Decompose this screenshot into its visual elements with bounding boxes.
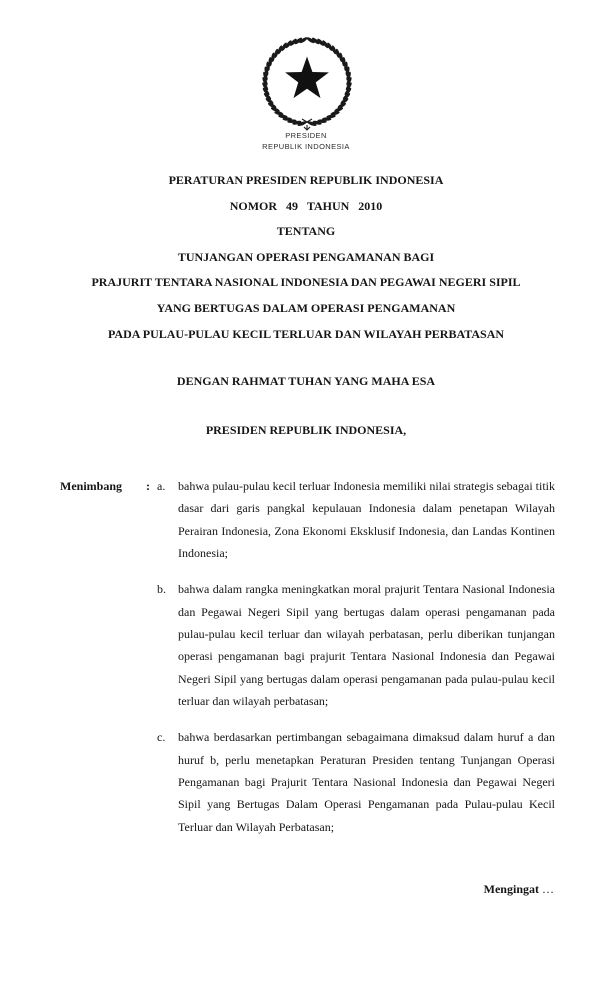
letterhead-presiden: PRESIDEN [285, 131, 327, 140]
issuer-line: PRESIDEN REPUBLIK INDONESIA, [205, 423, 407, 437]
catchword-label: Mengingat [483, 882, 539, 896]
consideration-item-c [60, 726, 555, 838]
subject-line-1: TUNJANGAN OPERASI PENGAMANAN BAGI [177, 249, 435, 264]
consideration-item-b [60, 578, 555, 712]
subject-line-4: PADA PULAU-PULAU KECIL TERLUAR DAN WILAYAH PERBATASAN [107, 326, 505, 341]
consideration-item-a [60, 475, 555, 564]
item-text-a: bahwa pulau-pulau kecil terluar Indonesia memiliki nilai strategis sebagai titik dasar dari garis pangkal kepulauan Indonesia dalam penetapan Wilayah Perairan Indonesia, Zona Ekonomi Eksklusif Indonesia, dan Landas Kontinen Indonesia; [178, 479, 555, 561]
invocation-line: DENGAN RAHMAT TUHAN YANG MAHA ESA [176, 374, 436, 388]
item-letter-a: a. [157, 479, 166, 493]
letterhead-republik-indonesia: REPUBLIK INDONESIA [262, 142, 350, 152]
catchword [484, 881, 555, 897]
regulation-number-line: NOMOR 49 TAHUN 2010 [229, 198, 383, 213]
wreath-tie [302, 119, 312, 130]
item-text-b: bahwa dalam rangka meningkatkan moral prajurit Tentara Nasional Indonesia dan Pegawai Negeri Sipil yang bertugas dalam operasi pengamanan pada pulau-pulau kecil terluar dan wilayah perbatasan, perlu diberikan tunjangan operasi pengamanan bagi prajurit Tentara Nasional Indonesia dan Pegawai Negeri Sipil yang bertugas dalam operasi pengamanan pada pulau-pulau kecil terluar dan wilayah perbatasan; [178, 582, 555, 709]
subject-line-3: YANG BERTUGAS DALAM OPERASI PENGAMANAN [156, 300, 456, 315]
item-letter-c: c. [157, 730, 166, 745]
menimbang-separator: : [146, 479, 150, 493]
item-text-c: bahwa berdasarkan pertimbangan sebagaimana dimaksud dalam huruf a dan huruf b, perlu menetapkan Peraturan Presiden tentang Tunjangan Operasi Pengamanan bagi Prajurit Tentara Nasional Indonesia dan Pegawai Negeri Sipil yang Bertugas Dalam Operasi Pengamanan pada Pulau-pulau Kecil Terluar dan Wilayah Perbatasan; [178, 730, 555, 834]
catchword-ellipsis: … [542, 882, 555, 896]
regulation-title-block [0, 168, 612, 347]
subject-line-2: PRAJURIT TENTARA NASIONAL INDONESIA DAN PEGAWAI NEGERI SIPIL [91, 275, 521, 290]
letterhead-caption [0, 130, 612, 152]
regulation-type-line: PERATURAN PRESIDEN REPUBLIK INDONESIA [168, 173, 444, 187]
item-letter-b: b. [157, 582, 166, 597]
star-wreath-emblem-icon [257, 32, 357, 132]
star-icon [285, 57, 329, 99]
considerations-section [60, 475, 555, 838]
menimbang-label: Menimbang [60, 479, 123, 493]
tentang-line: TENTANG [276, 224, 336, 239]
